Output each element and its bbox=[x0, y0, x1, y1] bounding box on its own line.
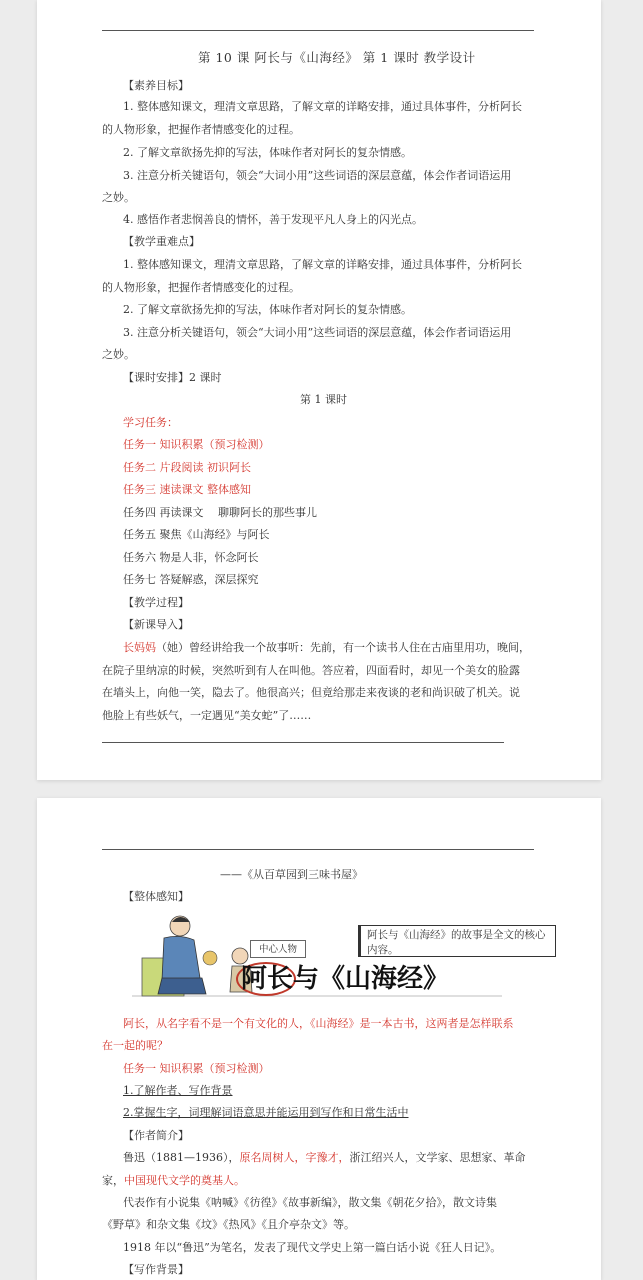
document-page-2 bbox=[37, 798, 601, 1280]
task-item: 任务二 片段阅读 初识阿长 bbox=[123, 461, 251, 474]
author-role: 家， bbox=[102, 1174, 124, 1187]
difficulty-line: 2. 了解文章欲扬先抑的写法，体味作者对阿长的复杂情感。 bbox=[123, 303, 412, 316]
page-title: 第 10 课 阿长与《山海经》 第 1 课时 教学设计 bbox=[198, 50, 476, 65]
task-item: 任务一 知识积累（预习检测） bbox=[123, 438, 270, 451]
document-page-1 bbox=[37, 0, 601, 780]
task-one-heading: 任务一 知识积累（预习检测） bbox=[123, 1062, 270, 1075]
difficulty-line: 之妙。 bbox=[102, 348, 135, 361]
lesson-heading: 第 1 课时 bbox=[300, 393, 347, 406]
works-line: 代表作有小说集《呐喊》《彷徨》《故事新编》，散文集《朝花夕拾》，散文诗集 bbox=[123, 1196, 497, 1209]
tasks-header: 学习任务： bbox=[123, 416, 178, 429]
author-origin: 浙江绍兴人，文学家、思想家、革命 bbox=[349, 1151, 526, 1164]
intro-highlight: 长妈妈 bbox=[123, 641, 156, 654]
overview-header: 【整体感知】 bbox=[123, 890, 189, 903]
header-rule bbox=[102, 30, 534, 31]
task-item: 任务三 速读课文 整体感知 bbox=[123, 483, 251, 496]
intro-line: 他脸上有些妖气，一定遇见“美女蛇”了…… bbox=[102, 709, 312, 722]
difficulty-line: 3. 注意分析关键语句，领会“大词小用”这些词语的深层意蕴，体会作者词语运用 bbox=[123, 326, 512, 339]
author-line bbox=[123, 1151, 526, 1165]
intro-line: 在墙头上，向他一笑，隐去了。他很高兴；但竟给那走来夜谈的老和尚识破了机关。说 bbox=[102, 686, 520, 699]
footer-rule bbox=[102, 742, 504, 743]
callout-box: 阿长与《山海经》的故事是全文的核心内容。 bbox=[358, 925, 556, 957]
goal-line: 2.掌握生字，词理解词语意思并能运用到写作和日常生活中 bbox=[123, 1106, 409, 1119]
objective-line: 的人物形象，把握作者情感变化的过程。 bbox=[102, 123, 300, 136]
objective-line: 4. 感悟作者悲悯善良的情怀，善于发现平凡人身上的闪光点。 bbox=[123, 213, 423, 226]
process-header: 【教学过程】 bbox=[123, 596, 189, 609]
intro-text: （她）曾经讲给我一个故事听：先前，有一个读书人住在古庙里用功，晚间， bbox=[156, 641, 530, 654]
objective-line: 3. 注意分析关键语句，领会“大词小用”这些词语的深层意蕴，体会作者词语运用 bbox=[123, 169, 512, 182]
lesson-big-title: 阿长与《山海经》 bbox=[241, 964, 450, 994]
author-name-note: 原名周树人，字豫才， bbox=[239, 1151, 350, 1164]
author-founder-note: 中国现代文学的奠基人。 bbox=[124, 1174, 245, 1187]
center-figure-label: 中心人物 bbox=[250, 940, 306, 958]
objective-line: 之妙。 bbox=[102, 191, 135, 204]
source-note: ——《从百草园到三味书屋》 bbox=[220, 868, 363, 881]
author-dates: 鲁迅（1881—1936）， bbox=[123, 1151, 240, 1164]
question-line: 阿长，从名字看不是一个有文化的人，《山海经》是一本古书，这两者是怎样联系 bbox=[123, 1017, 514, 1030]
schedule: 【课时安排】2 课时 bbox=[123, 371, 222, 384]
intro-header: 【新课导入】 bbox=[123, 618, 189, 631]
works-line: 《野草》和杂文集《坟》《热风》《且介亭杂文》等。 bbox=[102, 1218, 355, 1231]
goal-line: 1.了解作者、写作背景 bbox=[123, 1084, 233, 1097]
objective-line: 2. 了解文章欲扬先抑的写法，体味作者对阿长的复杂情感。 bbox=[123, 146, 412, 159]
task-item: 任务六 物是人非，怀念阿长 bbox=[123, 551, 259, 564]
difficulty-line: 1. 整体感知课文，理清文章思路，了解文章的详略安排，通过具体事件，分析阿长 bbox=[123, 258, 522, 271]
author-header: 【作者简介】 bbox=[123, 1129, 189, 1142]
author-line bbox=[102, 1174, 245, 1188]
header-rule bbox=[102, 849, 534, 850]
objective-line: 1. 整体感知课文，理清文章思路，了解文章的详略安排，通过具体事件，分析阿长 bbox=[123, 100, 522, 113]
task-item: 任务五 聚焦《山海经》与阿长 bbox=[123, 528, 270, 541]
question-line: 在一起的呢？ bbox=[102, 1039, 168, 1052]
objectives-header: 【素养目标】 bbox=[123, 79, 189, 92]
background-header: 【写作背景】 bbox=[123, 1263, 189, 1276]
pen-name-line: 1918 年以“鲁迅”为笔名，发表了现代文学史上第一篇白话小说《狂人日记》。 bbox=[123, 1241, 502, 1254]
task-item: 任务四 再读课文 聊聊阿长的那些事儿 bbox=[123, 506, 317, 519]
task-item: 任务七 答疑解惑，深层探究 bbox=[123, 573, 259, 586]
difficulty-line: 的人物形象，把握作者情感变化的过程。 bbox=[102, 281, 300, 294]
intro-line: 在院子里纳凉的时候，突然听到有人在叫他。答应着，四面看时，却见一个美女的脸露 bbox=[102, 664, 520, 677]
difficulty-header: 【教学重难点】 bbox=[123, 235, 200, 248]
intro-paragraph-first bbox=[123, 641, 530, 655]
